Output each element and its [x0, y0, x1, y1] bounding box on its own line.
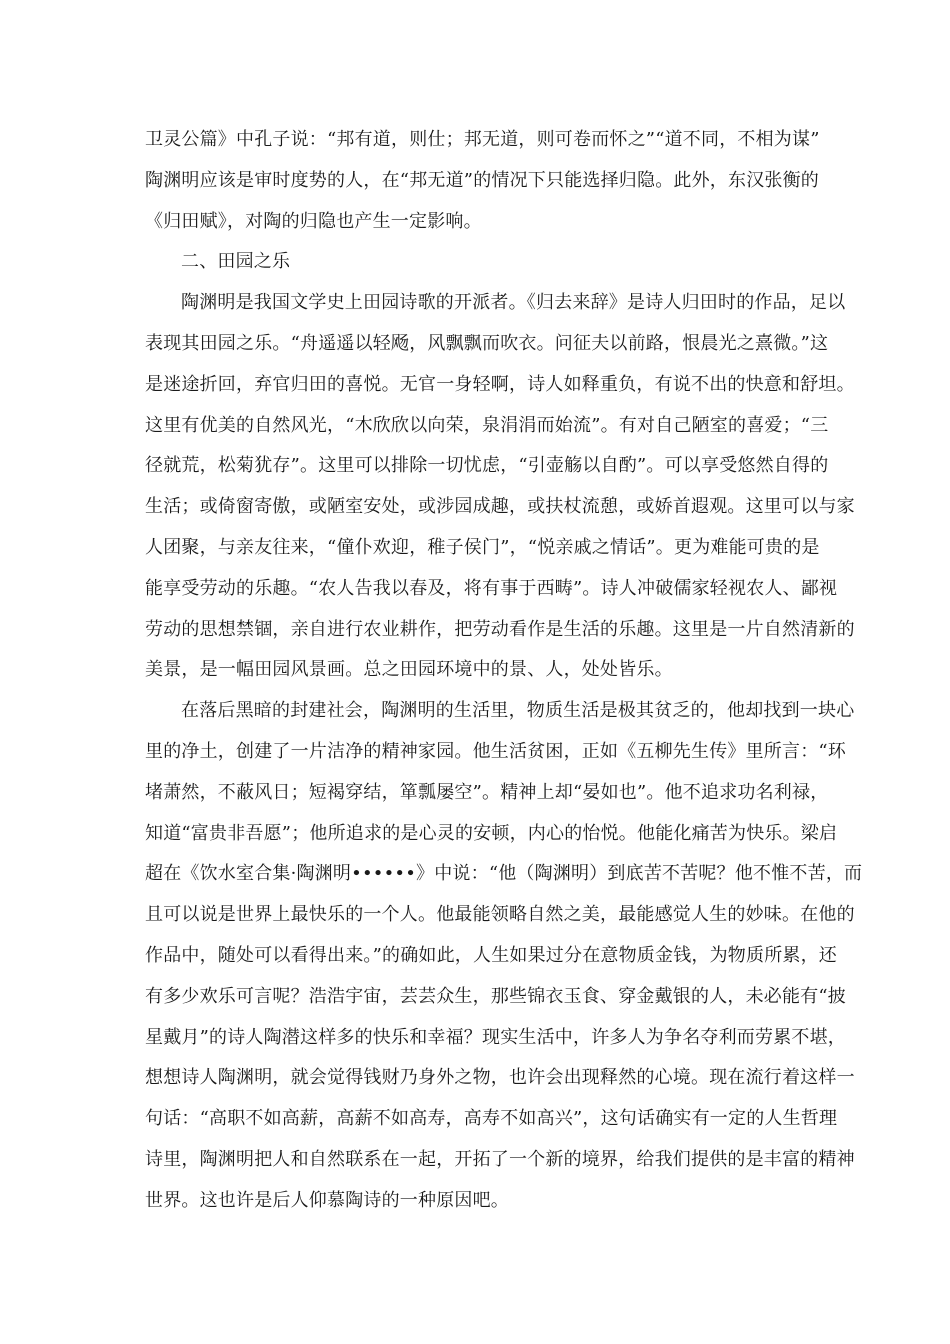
- text-line-25: 句话：“高职不如高薪，高薪不如高寿，高寿不如高兴”，这句话确实有一定的人生哲理: [145, 1108, 838, 1130]
- text-line-12: 能享受劳动的乐趣。“农人告我以春及，将有事于西畴”。诗人冲破儒家轻视农人、鄙视: [145, 577, 838, 599]
- text-line-15: 在落后黑暗的封建社会，陶渊明的生活里，物质生活是极其贫乏的，他却找到一块心: [181, 700, 855, 722]
- text-line-3: 《归田赋》，对陶的归隐也产生一定影响。: [145, 210, 482, 232]
- text-line-9: 径就荒，松菊犹存”。这里可以排除一切忧虑，“引壶觞以自酌”。可以享受悠然自得的: [145, 455, 829, 477]
- text-line-2: 陶渊明应该是审时度势的人，在“邦无道”的情况下只能选择归隐。此外，东汉张衡的: [145, 169, 820, 191]
- document-body: [145, 120, 863, 1222]
- text-line-18: 知道“富贵非吾愿”；他所追求的是心灵的安顿，内心的怡悦。他能化痛苦为快乐。梁启: [145, 822, 838, 844]
- text-line-23: 星戴月”的诗人陶潜这样多的快乐和幸福？现实生活中，许多人为争名夺利而劳累不堪，: [145, 1026, 846, 1048]
- text-line-21: 作品中，随处可以看得出来。”的确如此，人生如果过分在意物质金钱，为物质所累，还: [145, 944, 837, 966]
- text-line-16: 里的净土，创建了一片洁净的精神家园。他生活贫困，正如《五柳先生传》里所言：“环: [145, 740, 846, 762]
- text-line-20: 且可以说是世界上最快乐的一个人。他最能领略自然之美，最能感觉人生的妙味。在他的: [145, 904, 855, 926]
- text-line-13: 劳动的思想禁锢，亲自进行农业耕作，把劳动看作是生活的乐趣。这里是一片自然清新的: [145, 618, 855, 640]
- text-line-26: 诗里，陶渊明把人和自然联系在一起，开拓了一个新的境界，给我们提供的是丰富的精神: [145, 1148, 855, 1170]
- text-line-22: 有多少欢乐可言呢？浩浩宇宙，芸芸众生，那些锦衣玉食、穿金戴银的人，未必能有“披: [145, 985, 846, 1007]
- text-line-17: 堵萧然，不蔽风日；短褐穿结，箪瓢屡空”。精神上却“晏如也”。他不追求功名利禄，: [145, 781, 829, 803]
- text-line-19: 超在《饮水室合集·陶渊明••••••》中说：“他（陶渊明）到底苦不苦呢？他不惟不苦，而: [145, 863, 863, 885]
- text-line-7: 是迷途折回，弃官归田的喜悦。无官一身轻啊，诗人如释重负，有说不出的快意和舒坦。: [145, 373, 855, 395]
- text-line-8: 这里有优美的自然风光，“木欣欣以向荣，泉涓涓而始流”。有对自己陋室的喜爱；“三: [145, 414, 829, 436]
- text-line-5: 陶渊明是我国文学史上田园诗歌的开派者。《归去来辞》是诗人归田时的作品，足以: [181, 292, 846, 314]
- text-line-6: 表现其田园之乐。“舟遥遥以轻飏，风飘飘而吹衣。问征夫以前路，恨晨光之熹微。”这: [145, 332, 829, 354]
- text-line-14: 美景，是一幅田园风景画。总之田园环境中的景、人，处处皆乐。: [145, 659, 673, 681]
- section-heading: 二、田园之乐: [181, 251, 291, 273]
- text-line-1: 卫灵公篇》中孔子说：“邦有道，则仕；邦无道，则可卷而怀之”“道不同，不相为谋”: [145, 129, 820, 150]
- text-line-27: 世界。这也许是后人仰慕陶诗的一种原因吧。: [145, 1189, 509, 1211]
- text-line-24: 想想诗人陶渊明，就会觉得钱财乃身外之物，也许会出现释然的心境。现在流行着这样一: [145, 1067, 855, 1089]
- text-line-11: 人团聚，与亲友往来，“僮仆欢迎，稚子侯门”，“悦亲戚之情话”。更为难能可贵的是: [145, 536, 820, 558]
- text-line-10: 生活；或倚窗寄傲，或陋室安处，或涉园成趣，或扶杖流憩，或娇首遐观。这里可以与家: [145, 496, 855, 518]
